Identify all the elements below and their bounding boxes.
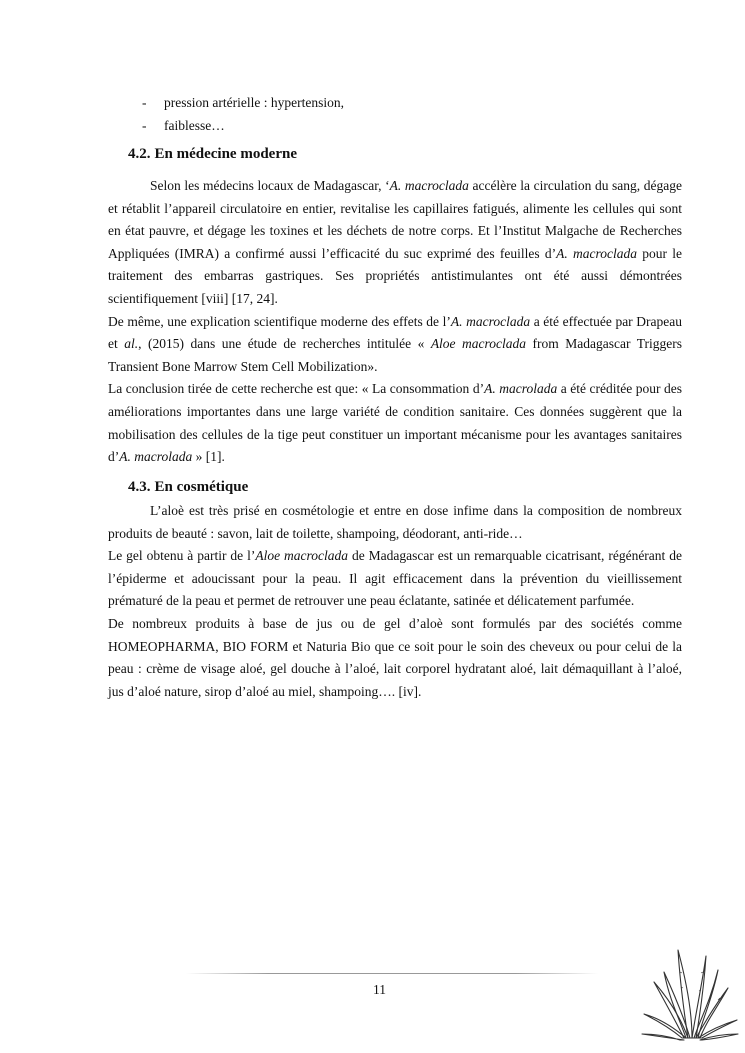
paragraph: La conclusion tirée de cette recherche est que: « La consommation d’A. macrolada a été créditée pour des améliorations importantes dans une large variété de condition sanitaire. Ces données suggèrent que la mobilisation des cellules de la tige peut constituer un important mécanisme pour les avantages sanitaires d’A. macrolada » [1]. xyxy=(108,381,683,465)
section-number: 4.2. xyxy=(128,146,151,162)
list-item-text: faiblesse… xyxy=(164,117,225,133)
section-body-4-3 xyxy=(108,500,682,703)
paragraph: L’aloè est très prisé en cosmétologie et entre en dose infime dans la composition de nombreux produits de beauté : savon, lait de toilette, shampoing, déodorant, anti-ride… xyxy=(108,503,682,541)
list-item: - pression artérielle : hypertension, xyxy=(142,92,344,115)
list-item: - faiblesse… xyxy=(142,115,344,138)
aloe-plant-icon xyxy=(640,942,740,1042)
section-number: 4.3. xyxy=(128,479,151,495)
paragraph: Selon les médecins locaux de Madagascar, ‘A. macroclada accélère la circulation du sang, dégage et rétablit l’appareil circulatoire en entier, revitalise les capillaires fatigués, alimente les cellules qui sont en état pauvre, et dégage les toxines et les déchets de notre corps. Et l’Institut Malgache de Recherches Appliquées (IMRA) a confirmé aussi l’efficacité du suc exprimé des feuilles d’A. macroclada pour le traitement des embarras gastriques. Ses propriétés antistimulantes ont été aussi démontrées scientifiquement [viii] [17, 24]. xyxy=(108,178,683,306)
bullet-list xyxy=(142,92,344,137)
section-body-4-2 xyxy=(108,175,682,469)
section-heading-4-3 xyxy=(128,479,248,496)
footer-divider xyxy=(186,973,598,974)
paragraph: Le gel obtenu à partir de l’Aloe macroclada de Madagascar est un remarquable cicatrisant, régénérant de l’épiderme et adoucissant pour la peau. Il agit efficacement dans la prévention du vieillissement prématuré de la peau et permet de retrouver une peau éclatante, satinée et délicatement parfumée. xyxy=(108,548,682,609)
section-heading-4-2 xyxy=(128,146,297,163)
section-title: En médecine moderne xyxy=(154,146,297,162)
list-item-text: pression artérielle : hypertension, xyxy=(164,95,344,110)
section-title: En cosmétique xyxy=(154,479,249,495)
paragraph: De nombreux produits à base de jus ou de gel d’aloè sont formulés par des sociétés comme HOMEOPHARMA, BIO FORM et Naturia Bio que ce soit pour le soin des cheveux ou pour celui de la peau : crème de visage aloé, gel douche à l’aloé, lait corporel hydratant aloé, lait démaquillant à l’aloé, jus d’aloé nature, sirop d’aloé au miel, shampoing…. [iv]. xyxy=(108,615,682,699)
page-number: 11 xyxy=(373,982,386,997)
paragraph: De même, une explication scientifique moderne des effets de l’A. macroclada a été effectuée par Drapeau et al., (2015) dans une étude de recherches intitulée « Aloe macroclada from Madagascar Triggers Transient Bone Marrow Stem Cell Mobilization». xyxy=(108,313,682,374)
